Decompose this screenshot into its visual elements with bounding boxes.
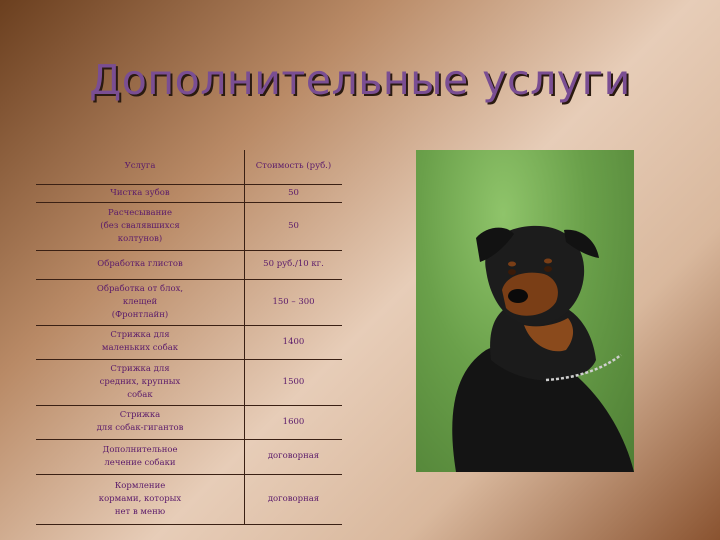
service-cell [36,325,245,359]
service-cell [36,474,245,524]
service-cell [36,439,245,474]
table-row [36,439,342,474]
price-cell: договорная [245,474,343,524]
header-price: Стоимость (руб.) [245,150,343,184]
service-line: Чистка зубов [110,187,170,198]
price-cell: 1400 [245,325,343,359]
price-cell: 150 – 300 [245,279,343,325]
table-row [36,325,342,359]
service-line: колтунов) [117,233,163,244]
service-line: Дополнительное [102,444,178,455]
service-line: Стрижка для [110,363,170,374]
table-row [36,359,342,405]
table-row [36,250,342,279]
service-cell [36,250,245,279]
service-line: клещей [122,296,158,307]
price-cell: 50 [245,202,343,250]
service-line: Расчесывание [108,207,172,218]
service-line: Стрижка [119,410,161,420]
service-line: (без свалявшихся [100,220,180,231]
price-cell: 50 руб./10 кг. [245,250,343,279]
header-service: Услуга [36,150,245,184]
service-line: Стрижка для [110,330,170,340]
service-line: собак [127,389,153,400]
service-line: средних, крупных [99,376,181,387]
service-line: Кормление [114,480,166,491]
service-line: нет в меню [114,506,166,517]
table-row [36,202,342,250]
price-cell: 1500 [245,359,343,405]
services-table [36,150,342,525]
table-row [36,184,342,202]
price-cell: 1600 [245,405,343,439]
price-cell: 50 [245,184,343,202]
service-cell [36,202,245,250]
service-line: маленьких собак [101,343,179,353]
rottweiler-photo [416,150,634,472]
table-header-row [36,150,342,184]
price-cell: договорная [245,439,343,474]
service-line: кормами, которых [98,493,182,504]
dog-illustration [416,150,634,472]
service-line: для собак-гигантов [96,423,184,433]
service-line: Обработка от блох, [96,283,184,294]
service-cell [36,359,245,405]
service-line: лечение собаки [104,457,176,468]
service-line: Обработка глистов [97,259,183,269]
table-row [36,474,342,524]
table-row [36,405,342,439]
table-row [36,279,342,325]
service-line: (Фронтлайн) [111,309,169,320]
service-cell [36,184,245,202]
slide-title: Дополнительные услуги [89,56,631,104]
service-cell [36,279,245,325]
service-cell [36,405,245,439]
